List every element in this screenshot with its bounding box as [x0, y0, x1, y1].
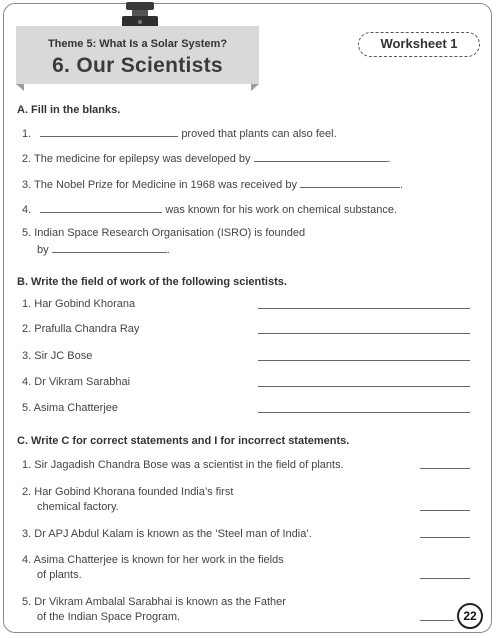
answer-line-b3[interactable]: [258, 360, 470, 361]
section-a-heading: A. Fill in the blanks.: [17, 104, 121, 116]
question-number: 1.: [22, 459, 32, 471]
question-number: 1.: [22, 128, 32, 140]
theme-label: Theme 5: What Is a Solar System?: [47, 38, 228, 50]
question-c1: [22, 458, 344, 473]
page-number: 22: [457, 603, 483, 629]
question-a5: [22, 226, 305, 241]
question-c4: [22, 553, 284, 568]
question-number: 2.: [22, 153, 32, 165]
question-text: Sir JC Bose: [34, 350, 93, 362]
question-c4-cont: of plants.: [37, 569, 82, 581]
question-text: proved that plants can also feel.: [181, 128, 337, 140]
question-b3: [22, 349, 92, 364]
question-text: Har Gobind Khorana founded India’s first: [34, 486, 234, 498]
answer-line-c2[interactable]: [420, 510, 470, 511]
question-number: 3.: [22, 528, 32, 540]
question-number: 2.: [22, 323, 32, 335]
question-c3: [22, 527, 312, 542]
question-number: 4.: [22, 554, 32, 566]
question-number: 2.: [22, 486, 32, 498]
answer-line-c4[interactable]: [420, 578, 470, 579]
question-b5: [22, 401, 118, 416]
worksheet-badge: Worksheet 1: [358, 32, 480, 57]
question-text: Har Gobind Khorana: [34, 298, 136, 310]
answer-line-b4[interactable]: [258, 386, 470, 387]
answer-blank[interactable]: [40, 201, 162, 213]
question-number: 1.: [22, 298, 32, 310]
question-c5-cont: of the Indian Space Program.: [37, 611, 181, 623]
question-text: The Nobel Prize for Medicine in 1968 was received by: [34, 179, 297, 191]
question-b1: [22, 297, 135, 312]
section-b-heading: B. Write the field of work of the following scientists.: [17, 276, 287, 288]
question-number: 5.: [22, 402, 32, 414]
question-text: Indian Space Research Organisation (ISRO) is founded: [34, 227, 306, 239]
question-text: Asima Chatterjee: [33, 402, 119, 414]
section-c-heading: C. Write C for correct statements and I for incorrect statements.: [17, 435, 350, 447]
question-text: Sir Jagadish Chandra Bose was a scientist in the field of plants.: [34, 459, 344, 471]
question-number: 4.: [22, 376, 32, 388]
question-number: 3.: [22, 179, 32, 191]
question-c2-cont: chemical factory.: [37, 501, 119, 513]
banner-fold-left: [16, 84, 24, 91]
question-b4: [22, 375, 130, 390]
answer-blank[interactable]: [40, 125, 178, 137]
question-punct: .: [400, 179, 404, 191]
question-punct: .: [387, 153, 391, 165]
page-title: 6. Our Scientists: [52, 54, 223, 77]
banner-fold-right: [251, 84, 259, 91]
question-a5-cont: [37, 241, 170, 258]
question-text: Dr Vikram Sarabhai: [34, 376, 131, 388]
question-a2: [22, 150, 391, 167]
question-b2: [22, 322, 139, 337]
answer-blank[interactable]: [300, 176, 400, 188]
question-c2: [22, 485, 233, 500]
question-text: Prafulla Chandra Ray: [34, 323, 140, 335]
question-text: Dr APJ Abdul Kalam is known as the ‘Steel man of India’.: [34, 528, 312, 540]
answer-line-c5[interactable]: [420, 620, 454, 621]
answer-line-b1[interactable]: [258, 308, 470, 309]
question-text: Dr Vikram Ambalal Sarabhai is known as the Father: [34, 596, 286, 608]
answer-line-b2[interactable]: [258, 333, 470, 334]
question-number: 5.: [22, 227, 32, 239]
question-number: 4.: [22, 204, 32, 216]
answer-blank[interactable]: [254, 150, 388, 162]
question-a3: [22, 176, 403, 193]
question-number: 3.: [22, 350, 32, 362]
answer-line-b5[interactable]: [258, 412, 470, 413]
answer-line-c1[interactable]: [420, 468, 470, 469]
question-text: Asima Chatterjee is known for her work in the fields: [33, 554, 284, 566]
question-punct: .: [166, 244, 170, 256]
question-text: was known for his work on chemical substance.: [165, 204, 398, 216]
answer-line-c3[interactable]: [420, 537, 470, 538]
question-a4: [22, 201, 397, 218]
question-text: The medicine for epilepsy was developed by: [34, 153, 251, 165]
question-a1: [22, 125, 337, 142]
question-text: by: [37, 244, 49, 256]
question-c5: [22, 595, 286, 610]
answer-blank[interactable]: [52, 241, 167, 253]
question-number: 5.: [22, 596, 32, 608]
